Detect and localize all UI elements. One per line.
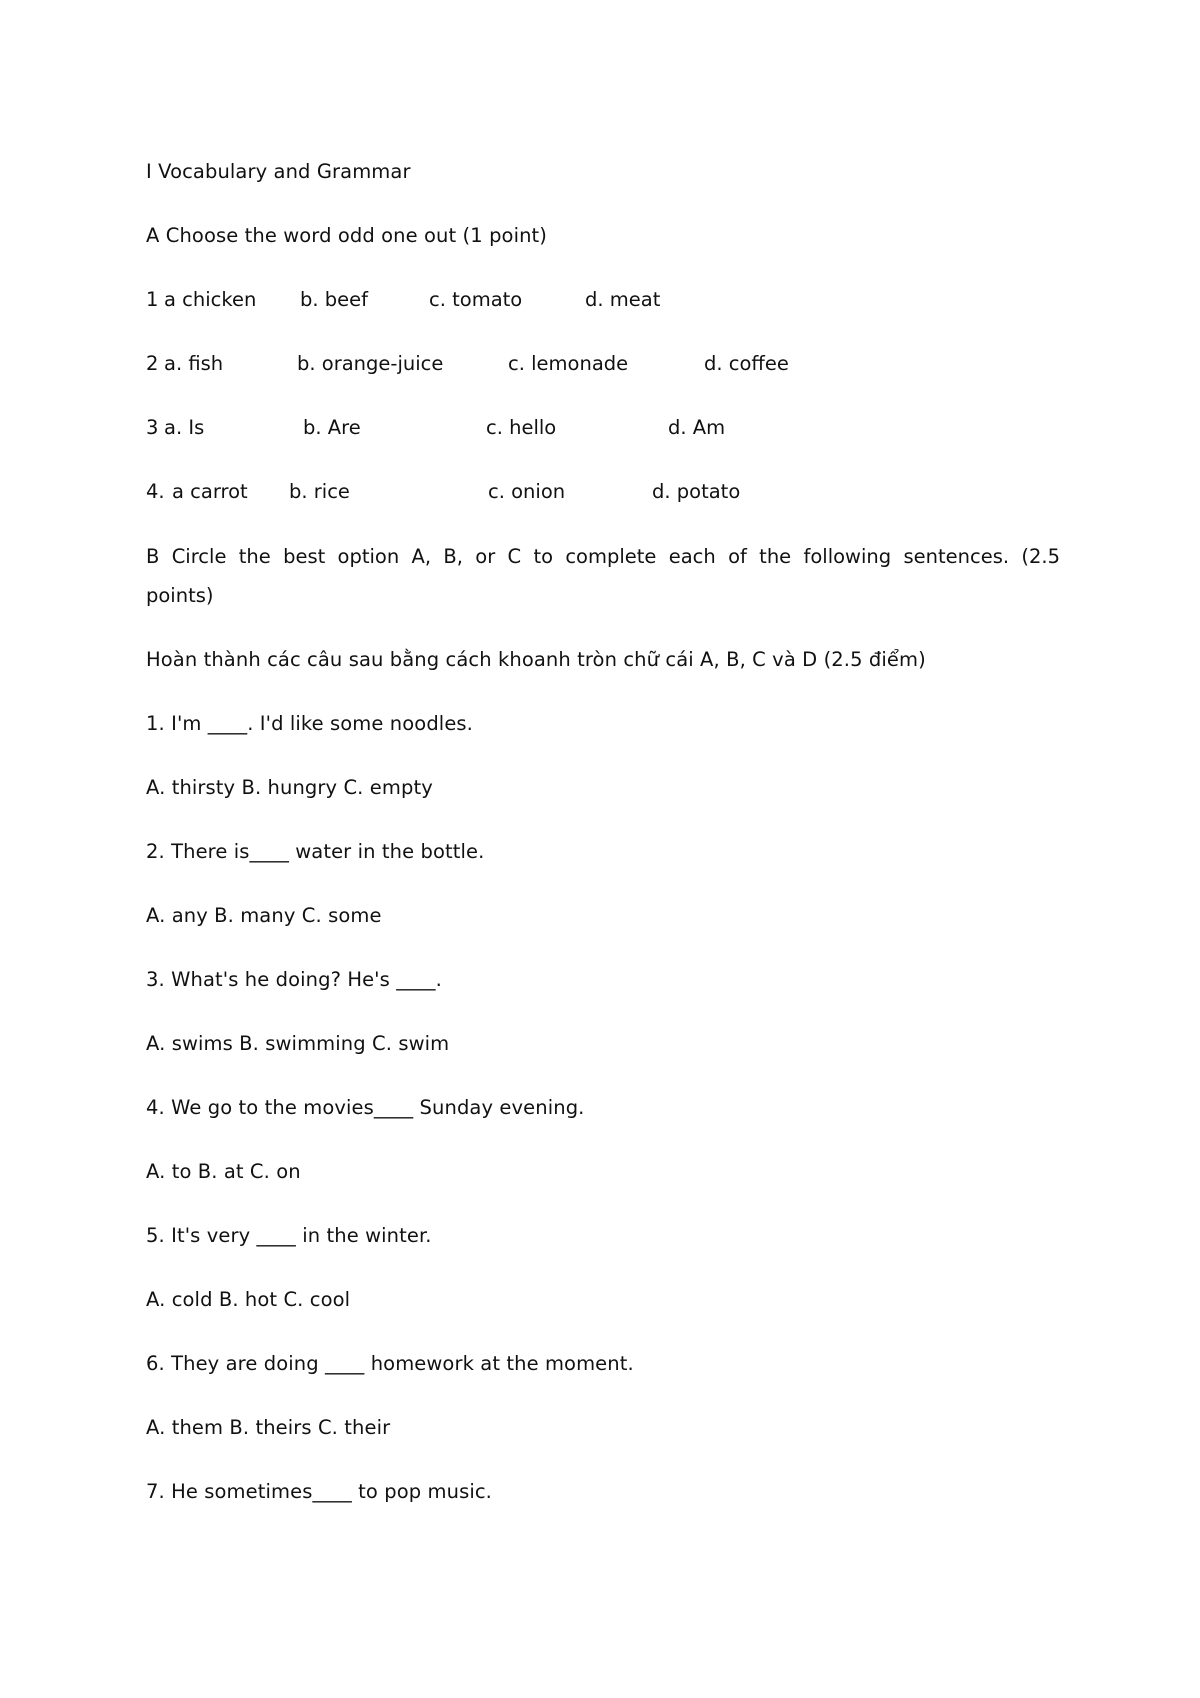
question-options: A. to B. at C. on (146, 1160, 301, 1183)
question-options: A. any B. many C. some (146, 904, 382, 927)
option-b: b. Are (303, 416, 361, 439)
row-number: 3 (146, 416, 159, 439)
row-number: 2 (146, 352, 159, 375)
question: 4. We go to the movies____ Sunday evening. (146, 1096, 585, 1119)
option-c: c. lemonade (508, 352, 629, 375)
option-a: a carrot (172, 480, 248, 503)
odd-one-out-row (0, 352, 1200, 376)
section-title: I Vocabulary and Grammar (146, 160, 411, 183)
option-d: d. potato (652, 480, 741, 503)
question: 7. He sometimes____ to pop music. (146, 1480, 492, 1503)
question: 5. It's very ____ in the winter. (146, 1224, 432, 1247)
option-d: d. Am (668, 416, 726, 439)
question: 1. I'm ____. I'd like some noodles. (146, 712, 473, 735)
question-options: A. cold B. hot C. cool (146, 1288, 351, 1311)
option-a: a. Is (164, 416, 205, 439)
part-a-heading: A Choose the word odd one out (1 point) (146, 224, 548, 247)
option-b: b. rice (289, 480, 350, 503)
option-a: a. fish (164, 352, 224, 375)
part-b-heading-vietnamese: Hoàn thành các câu sau bằng cách khoanh tròn chữ cái A, B, C và D (2.5 điểm) (146, 648, 926, 671)
question: 6. They are doing ____ homework at the moment. (146, 1352, 634, 1375)
row-number: 1 (146, 288, 159, 311)
option-c: c. tomato (429, 288, 523, 311)
question-options: A. thirsty B. hungry C. empty (146, 776, 433, 799)
option-c: c. onion (488, 480, 566, 503)
question: 3. What's he doing? He's ____. (146, 968, 442, 991)
option-c: c. hello (486, 416, 557, 439)
odd-one-out-row (0, 416, 1200, 440)
odd-one-out-row (0, 480, 1200, 504)
part-b-heading: B Circle the best option A, B, or C to complete each of the following sentences. (2.5 points) (146, 545, 1060, 607)
option-d: d. meat (585, 288, 661, 311)
question-options: A. them B. theirs C. their (146, 1416, 391, 1439)
question-options: A. swims B. swimming C. swim (146, 1032, 450, 1055)
option-b: b. orange-juice (297, 352, 444, 375)
row-number: 4. (146, 480, 165, 503)
odd-one-out-row (0, 288, 1200, 312)
option-b: b. beef (300, 288, 369, 311)
option-d: d. coffee (704, 352, 789, 375)
question: 2. There is____ water in the bottle. (146, 840, 485, 863)
option-a: a chicken (164, 288, 257, 311)
